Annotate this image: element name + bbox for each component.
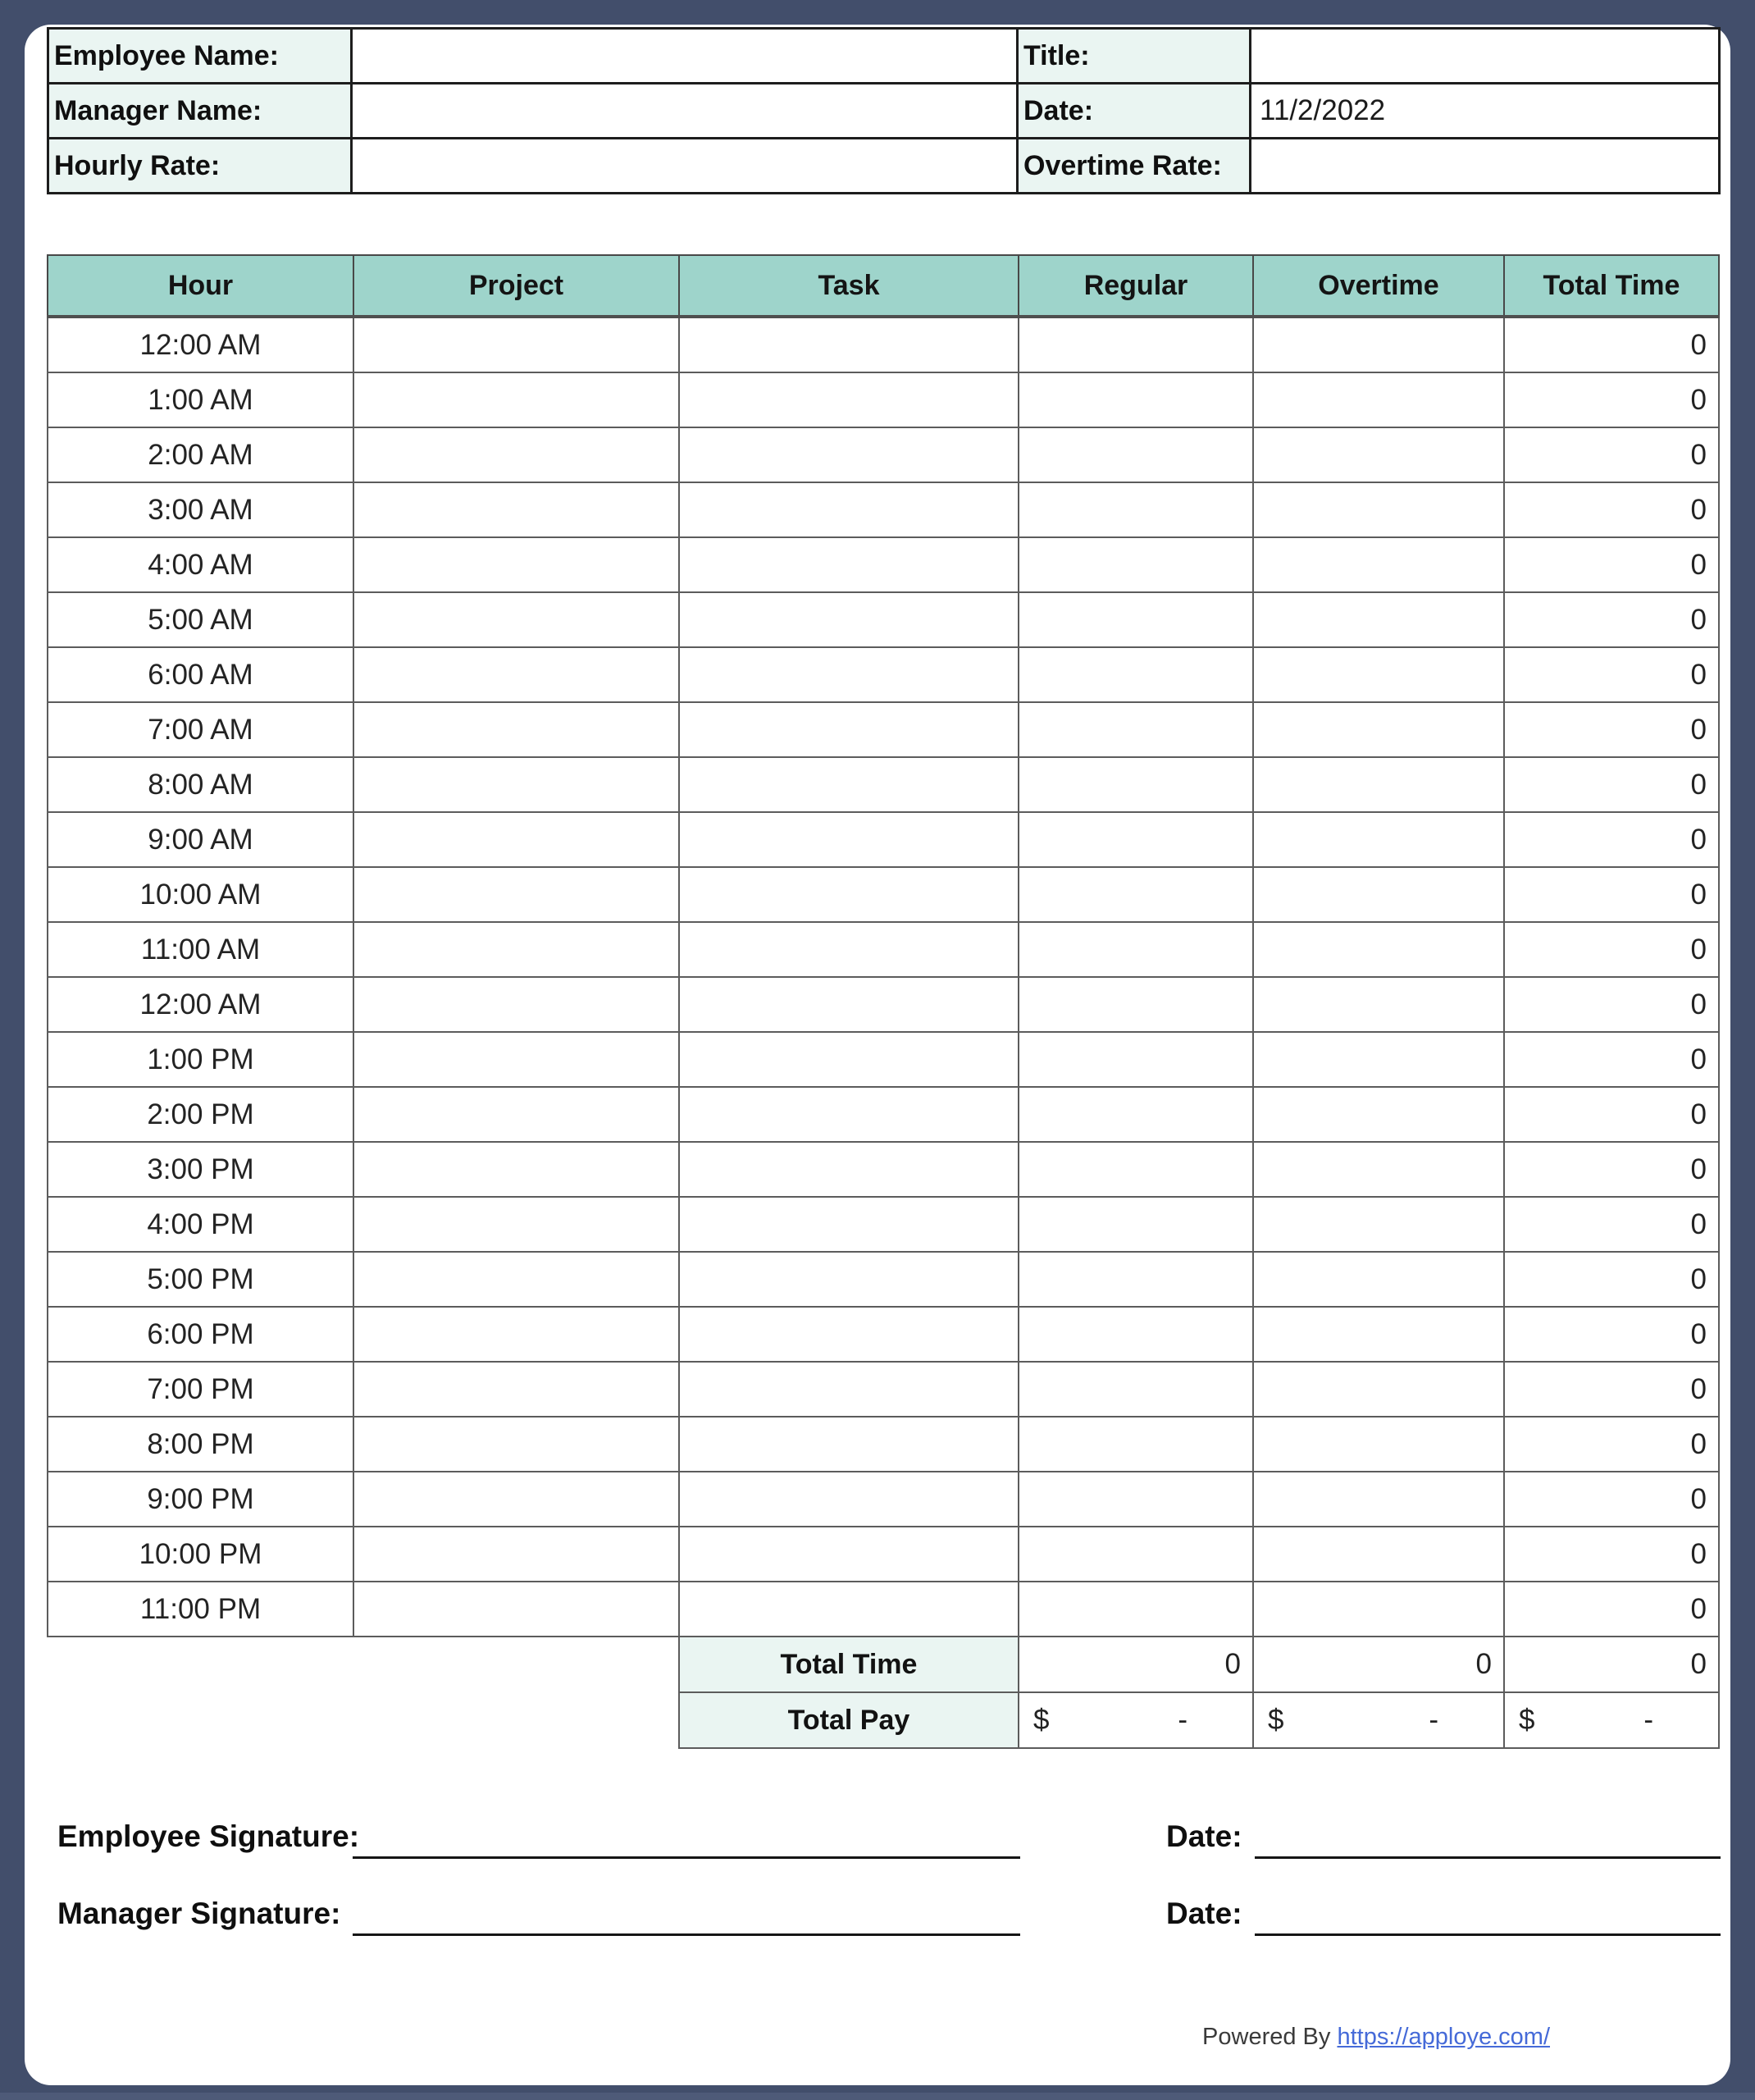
table-row xyxy=(48,537,1719,592)
total-time-cell: 0 xyxy=(1504,482,1719,537)
table-header-row xyxy=(48,255,1719,317)
total-time-cell: 0 xyxy=(1504,867,1719,922)
overtime-cell[interactable] xyxy=(1253,1582,1504,1637)
regular-cell[interactable] xyxy=(1019,1032,1253,1087)
hour-cell: 6:00 PM xyxy=(48,1307,353,1362)
pay-amount xyxy=(1020,1704,1251,1737)
manager-date-label: Date: xyxy=(1166,1897,1242,1930)
project-cell[interactable] xyxy=(353,922,679,977)
task-cell[interactable] xyxy=(679,1362,1019,1417)
overtime-cell[interactable] xyxy=(1253,1472,1504,1527)
table-row xyxy=(48,812,1719,867)
overtime-cell[interactable] xyxy=(1253,537,1504,592)
column-header-project: Project xyxy=(353,255,679,317)
project-cell[interactable] xyxy=(353,1582,679,1637)
table-row xyxy=(48,1252,1719,1307)
task-cell[interactable] xyxy=(679,1527,1019,1582)
regular-cell[interactable] xyxy=(1019,317,1253,372)
total-time-overtime: 0 xyxy=(1253,1637,1504,1692)
total-time-cell: 0 xyxy=(1504,372,1719,427)
total-time-cell: 0 xyxy=(1504,1527,1719,1582)
overtime-cell[interactable] xyxy=(1253,1142,1504,1197)
employee-date-label: Date: xyxy=(1166,1819,1242,1853)
overtime-cell[interactable] xyxy=(1253,1362,1504,1417)
regular-cell[interactable] xyxy=(1019,922,1253,977)
total-time-cell: 0 xyxy=(1504,1252,1719,1307)
regular-cell[interactable] xyxy=(1019,1527,1253,1582)
hour-cell: 9:00 AM xyxy=(48,812,353,867)
hour-cell: 2:00 PM xyxy=(48,1087,353,1142)
total-pay-grand xyxy=(1504,1692,1719,1748)
total-time-cell: 0 xyxy=(1504,702,1719,757)
hour-cell: 7:00 PM xyxy=(48,1362,353,1417)
total-time-cell: 0 xyxy=(1504,1142,1719,1197)
hour-cell: 8:00 PM xyxy=(48,1417,353,1472)
employee-date-line[interactable] xyxy=(1255,1856,1721,1859)
manager-signature-label: Manager Signature: xyxy=(57,1897,341,1930)
project-cell[interactable] xyxy=(353,1417,679,1472)
table-row xyxy=(48,1087,1719,1142)
task-cell[interactable] xyxy=(679,1472,1019,1527)
hourly-rate-value-field[interactable] xyxy=(352,139,1018,194)
table-row xyxy=(48,1417,1719,1472)
hour-cell: 8:00 AM xyxy=(48,757,353,812)
spacer-cell xyxy=(48,1637,679,1692)
task-cell[interactable] xyxy=(679,1582,1019,1637)
project-cell[interactable] xyxy=(353,427,679,482)
overtime-cell[interactable] xyxy=(1253,1527,1504,1582)
project-cell[interactable] xyxy=(353,592,679,647)
hour-cell: 6:00 AM xyxy=(48,647,353,702)
overtime-rate-value-field[interactable] xyxy=(1251,139,1720,194)
project-cell[interactable] xyxy=(353,757,679,812)
table-row xyxy=(48,1032,1719,1087)
total-time-cell: 0 xyxy=(1504,977,1719,1032)
regular-cell[interactable] xyxy=(1019,1582,1253,1637)
hour-cell: 1:00 PM xyxy=(48,1032,353,1087)
regular-cell[interactable] xyxy=(1019,1472,1253,1527)
total-time-row xyxy=(48,1637,1719,1692)
manager-name-label: Manager Name: xyxy=(48,84,352,139)
hour-cell: 3:00 PM xyxy=(48,1142,353,1197)
table-row xyxy=(48,317,1719,372)
hour-cell: 10:00 AM xyxy=(48,867,353,922)
table-row xyxy=(48,922,1719,977)
currency-symbol: $ xyxy=(1268,1704,1284,1736)
table-row xyxy=(48,1197,1719,1252)
employee-info-table xyxy=(47,27,1721,194)
regular-cell[interactable] xyxy=(1019,1087,1253,1142)
total-time-cell: 0 xyxy=(1504,812,1719,867)
manager-signature-line[interactable] xyxy=(353,1933,1020,1936)
hour-cell: 2:00 AM xyxy=(48,427,353,482)
hour-cell: 7:00 AM xyxy=(48,702,353,757)
total-time-cell: 0 xyxy=(1504,1087,1719,1142)
hour-cell: 10:00 PM xyxy=(48,1527,353,1582)
task-cell[interactable] xyxy=(679,1032,1019,1087)
overtime-cell[interactable] xyxy=(1253,1252,1504,1307)
overtime-cell[interactable] xyxy=(1253,317,1504,372)
hour-cell: 12:00 AM xyxy=(48,317,353,372)
table-row xyxy=(48,867,1719,922)
footer xyxy=(25,2024,1550,2051)
regular-cell[interactable] xyxy=(1019,812,1253,867)
overtime-cell[interactable] xyxy=(1253,647,1504,702)
overtime-rate-label: Overtime Rate: xyxy=(1018,139,1251,194)
hour-cell: 11:00 PM xyxy=(48,1582,353,1637)
title-value-field[interactable] xyxy=(1251,29,1720,84)
hourly-rate-label: Hourly Rate: xyxy=(48,139,352,194)
amount-value: - xyxy=(1429,1704,1438,1736)
pay-amount xyxy=(1255,1704,1502,1737)
task-cell[interactable] xyxy=(679,372,1019,427)
table-row xyxy=(48,647,1719,702)
currency-symbol: $ xyxy=(1519,1704,1535,1736)
regular-cell[interactable] xyxy=(1019,702,1253,757)
overtime-cell[interactable] xyxy=(1253,372,1504,427)
total-time-cell: 0 xyxy=(1504,647,1719,702)
hour-cell: 5:00 PM xyxy=(48,1252,353,1307)
total-time-cell: 0 xyxy=(1504,317,1719,372)
task-cell[interactable] xyxy=(679,427,1019,482)
manager-date-line[interactable] xyxy=(1255,1933,1721,1936)
overtime-cell[interactable] xyxy=(1253,702,1504,757)
overtime-cell[interactable] xyxy=(1253,427,1504,482)
currency-symbol: $ xyxy=(1033,1704,1050,1736)
overtime-cell[interactable] xyxy=(1253,482,1504,537)
powered-by-text: Powered By xyxy=(1202,2024,1331,2050)
total-pay-overtime xyxy=(1253,1692,1504,1748)
title-label: Title: xyxy=(1018,29,1251,84)
regular-cell[interactable] xyxy=(1019,1307,1253,1362)
overtime-cell[interactable] xyxy=(1253,1417,1504,1472)
overtime-cell[interactable] xyxy=(1253,867,1504,922)
table-row xyxy=(48,1142,1719,1197)
task-cell[interactable] xyxy=(679,757,1019,812)
project-cell[interactable] xyxy=(353,867,679,922)
overtime-cell[interactable] xyxy=(1253,812,1504,867)
task-cell[interactable] xyxy=(679,1417,1019,1472)
regular-cell[interactable] xyxy=(1019,867,1253,922)
total-time-cell: 0 xyxy=(1504,1417,1719,1472)
total-time-grand: 0 xyxy=(1504,1637,1719,1692)
total-time-label: Total Time xyxy=(679,1637,1019,1692)
project-cell[interactable] xyxy=(353,647,679,702)
hour-cell: 4:00 AM xyxy=(48,537,353,592)
task-cell[interactable] xyxy=(679,977,1019,1032)
table-row xyxy=(48,977,1719,1032)
apploye-link[interactable]: https://apploye.com/ xyxy=(1337,2024,1550,2050)
project-cell[interactable] xyxy=(353,1142,679,1197)
total-time-cell: 0 xyxy=(1504,1362,1719,1417)
total-time-cell: 0 xyxy=(1504,1472,1719,1527)
total-time-regular: 0 xyxy=(1019,1637,1253,1692)
task-cell[interactable] xyxy=(679,537,1019,592)
table-row xyxy=(48,427,1719,482)
regular-cell[interactable] xyxy=(1019,1252,1253,1307)
info-row xyxy=(48,139,1720,194)
regular-cell[interactable] xyxy=(1019,647,1253,702)
project-cell[interactable] xyxy=(353,537,679,592)
table-row xyxy=(48,482,1719,537)
timesheet-page xyxy=(25,25,1730,2085)
project-cell[interactable] xyxy=(353,812,679,867)
hour-cell: 4:00 PM xyxy=(48,1197,353,1252)
total-time-cell: 0 xyxy=(1504,592,1719,647)
task-cell[interactable] xyxy=(679,317,1019,372)
project-cell[interactable] xyxy=(353,702,679,757)
regular-cell[interactable] xyxy=(1019,1362,1253,1417)
column-header-regular: Regular xyxy=(1019,255,1253,317)
total-time-cell: 0 xyxy=(1504,427,1719,482)
project-cell[interactable] xyxy=(353,372,679,427)
regular-cell[interactable] xyxy=(1019,757,1253,812)
overtime-cell[interactable] xyxy=(1253,592,1504,647)
total-pay-row xyxy=(48,1692,1719,1748)
hour-cell: 1:00 AM xyxy=(48,372,353,427)
table-row xyxy=(48,1582,1719,1637)
task-cell[interactable] xyxy=(679,812,1019,867)
project-cell[interactable] xyxy=(353,1307,679,1362)
total-time-cell: 0 xyxy=(1504,1197,1719,1252)
task-cell[interactable] xyxy=(679,647,1019,702)
regular-cell[interactable] xyxy=(1019,592,1253,647)
regular-cell[interactable] xyxy=(1019,1197,1253,1252)
column-header-total-time: Total Time xyxy=(1504,255,1719,317)
total-pay-regular xyxy=(1019,1692,1253,1748)
task-cell[interactable] xyxy=(679,922,1019,977)
task-cell[interactable] xyxy=(679,867,1019,922)
table-row xyxy=(48,1362,1719,1417)
date-label: Date: xyxy=(1018,84,1251,139)
hour-cell: 12:00 AM xyxy=(48,977,353,1032)
task-cell[interactable] xyxy=(679,1307,1019,1362)
regular-cell[interactable] xyxy=(1019,372,1253,427)
project-cell[interactable] xyxy=(353,1252,679,1307)
overtime-cell[interactable] xyxy=(1253,922,1504,977)
project-cell[interactable] xyxy=(353,1362,679,1417)
overtime-cell[interactable] xyxy=(1253,757,1504,812)
project-cell[interactable] xyxy=(353,1032,679,1087)
regular-cell[interactable] xyxy=(1019,482,1253,537)
regular-cell[interactable] xyxy=(1019,537,1253,592)
regular-cell[interactable] xyxy=(1019,1417,1253,1472)
overtime-cell[interactable] xyxy=(1253,1197,1504,1252)
regular-cell[interactable] xyxy=(1019,977,1253,1032)
amount-value: - xyxy=(1643,1704,1653,1736)
regular-cell[interactable] xyxy=(1019,427,1253,482)
total-time-cell: 0 xyxy=(1504,757,1719,812)
total-time-cell: 0 xyxy=(1504,1582,1719,1637)
column-header-task: Task xyxy=(679,255,1019,317)
employee-signature-label: Employee Signature: xyxy=(57,1819,360,1853)
manager-name-value-field[interactable] xyxy=(352,84,1018,139)
hour-cell: 11:00 AM xyxy=(48,922,353,977)
task-cell[interactable] xyxy=(679,1087,1019,1142)
employee-signature-line[interactable] xyxy=(353,1856,1020,1859)
table-row xyxy=(48,757,1719,812)
table-row xyxy=(48,372,1719,427)
project-cell[interactable] xyxy=(353,1197,679,1252)
overtime-cell[interactable] xyxy=(1253,977,1504,1032)
task-cell[interactable] xyxy=(679,482,1019,537)
task-cell[interactable] xyxy=(679,1142,1019,1197)
info-row xyxy=(48,84,1720,139)
total-pay-label: Total Pay xyxy=(679,1692,1019,1748)
task-cell[interactable] xyxy=(679,592,1019,647)
column-header-hour: Hour xyxy=(48,255,353,317)
employee-name-label: Employee Name: xyxy=(48,29,352,84)
project-cell[interactable] xyxy=(353,977,679,1032)
info-row xyxy=(48,29,1720,84)
overtime-cell[interactable] xyxy=(1253,1087,1504,1142)
amount-value: - xyxy=(1178,1704,1187,1736)
table-row xyxy=(48,592,1719,647)
total-time-cell: 0 xyxy=(1504,537,1719,592)
date-value-field[interactable]: 11/2/2022 xyxy=(1251,84,1720,139)
table-row xyxy=(48,1527,1719,1582)
column-header-overtime: Overtime xyxy=(1253,255,1504,317)
project-cell[interactable] xyxy=(353,482,679,537)
total-time-cell: 0 xyxy=(1504,922,1719,977)
overtime-cell[interactable] xyxy=(1253,1032,1504,1087)
table-row xyxy=(48,702,1719,757)
regular-cell[interactable] xyxy=(1019,1142,1253,1197)
project-cell[interactable] xyxy=(353,1087,679,1142)
timesheet-table xyxy=(47,254,1720,1749)
table-row xyxy=(48,1472,1719,1527)
task-cell[interactable] xyxy=(679,702,1019,757)
total-time-cell: 0 xyxy=(1504,1032,1719,1087)
employee-name-value-field[interactable] xyxy=(352,29,1018,84)
task-cell[interactable] xyxy=(679,1252,1019,1307)
table-row xyxy=(48,1307,1719,1362)
total-time-cell: 0 xyxy=(1504,1307,1719,1362)
task-cell[interactable] xyxy=(679,1197,1019,1252)
spacer-cell xyxy=(48,1692,679,1748)
hour-cell: 3:00 AM xyxy=(48,482,353,537)
hour-cell: 9:00 PM xyxy=(48,1472,353,1527)
project-cell[interactable] xyxy=(353,1527,679,1582)
hour-cell: 5:00 AM xyxy=(48,592,353,647)
project-cell[interactable] xyxy=(353,317,679,372)
project-cell[interactable] xyxy=(353,1472,679,1527)
overtime-cell[interactable] xyxy=(1253,1307,1504,1362)
pay-amount xyxy=(1506,1704,1717,1737)
